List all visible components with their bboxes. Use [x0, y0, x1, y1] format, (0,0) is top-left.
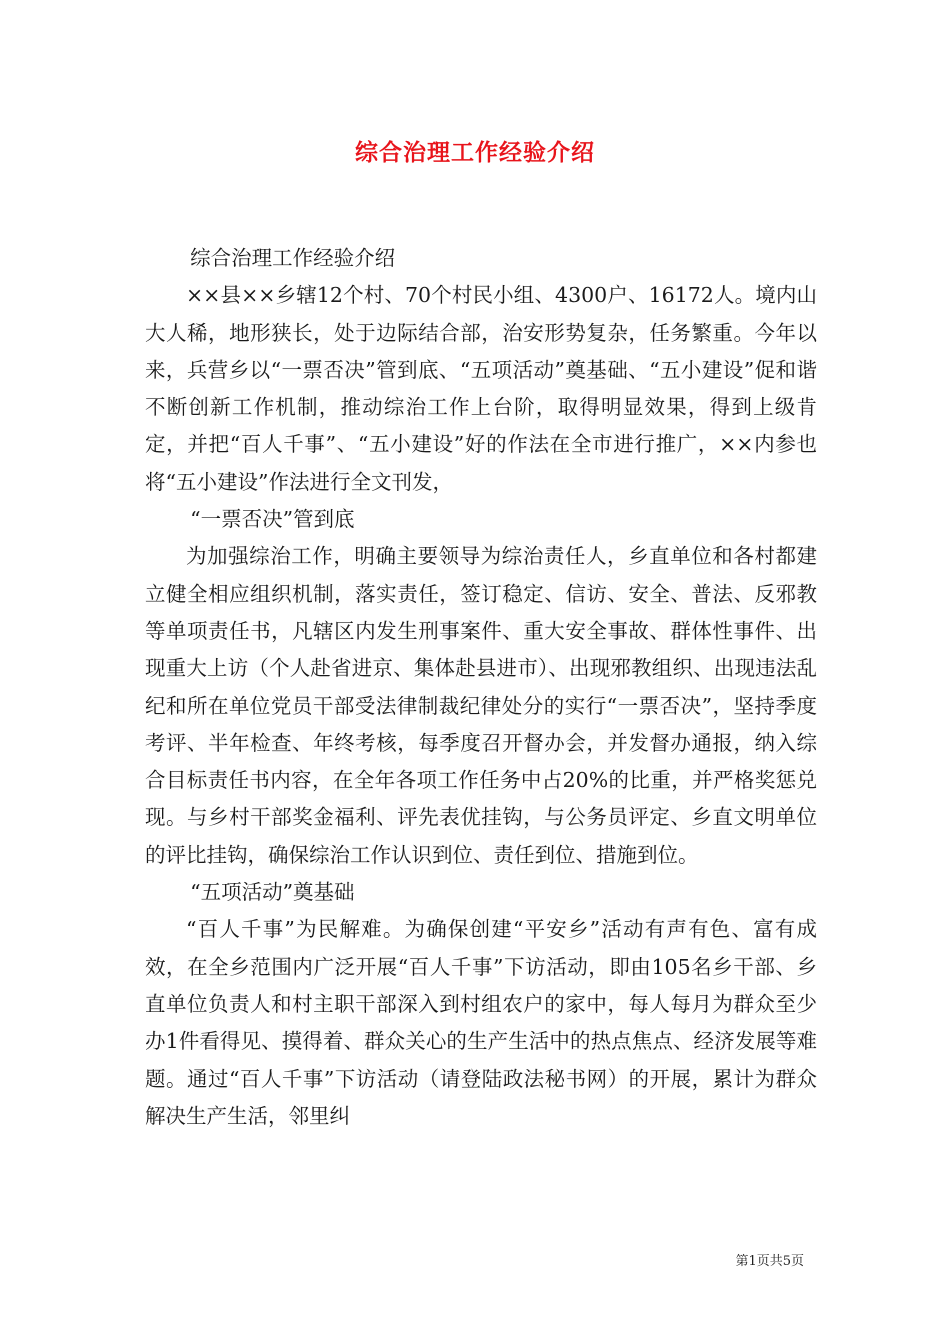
document-title: 综合治理工作经验介绍 — [355, 139, 595, 166]
section-heading: “一票否决”管到底 — [190, 507, 355, 532]
page-number: 第1页共5页 — [735, 1254, 804, 1269]
document-body — [145, 240, 817, 1135]
section-heading: “五项活动”奠基础 — [190, 880, 355, 905]
section-heading: 综合治理工作经验介绍 — [190, 246, 396, 270]
body-paragraph: “百人千事”为民解难。为确保创建“平安乡”活动有声有色、富有成效，在全乡范围内广泛开展“百人千事”下访活动，即由105名乡干部、乡直单位负责人和村主职干部深入到村组农户的家中，每人每月为群众至少办1件看得见、摸得着、群众关心的生产生活中的热点焦点、经济发展等难题。通过“百人千事”下访活动（请登陆政法秘书网）的开展，累计为群众解决生产生活，邻里纠 — [145, 917, 817, 1128]
body-paragraph: 为加强综治工作，明确主要领导为综治责任人，乡直单位和各村都建立健全相应组织机制，落实责任，签订稳定、信访、安全、普法、反邪教等单项责任书，凡辖区内发生刑事案件、重大安全事故、群体性事件、出现重大上访（个人赴省进京、集体赴县进市）、出现邪教组织、出现违法乱纪和所在单位党员干部受法律制裁纪律处分的实行“一票否决”，坚持季度考评、半年检查、年终考核，每季度召开督办会，并发督办通报，纳入综合目标责任书内容，在全年各项工作任务中占20%的比重，并严格奖惩兑现。与乡村干部奖金福利、评先表优挂钩，与公务员评定、乡直文明单位的评比挂钩，确保综治工作认识到位、责任到位、措施到位。 — [145, 544, 817, 867]
body-paragraph: ××县××乡辖12个村、70个村民小组、4300户、16172人。境内山大人稀，地形狭长，处于边际结合部，治安形势复杂，任务繁重。今年以来，兵营乡以“一票否决”管到底、“五项活动”奠基础、“五小建设”促和谐不断创新工作机制，推动综治工作上台阶，取得明显效果，得到上级肯定，并把“百人千事”、“五小建设”好的作法在全市进行推广，××内参也将“五小建设”作法进行全文刊发， — [145, 283, 817, 494]
